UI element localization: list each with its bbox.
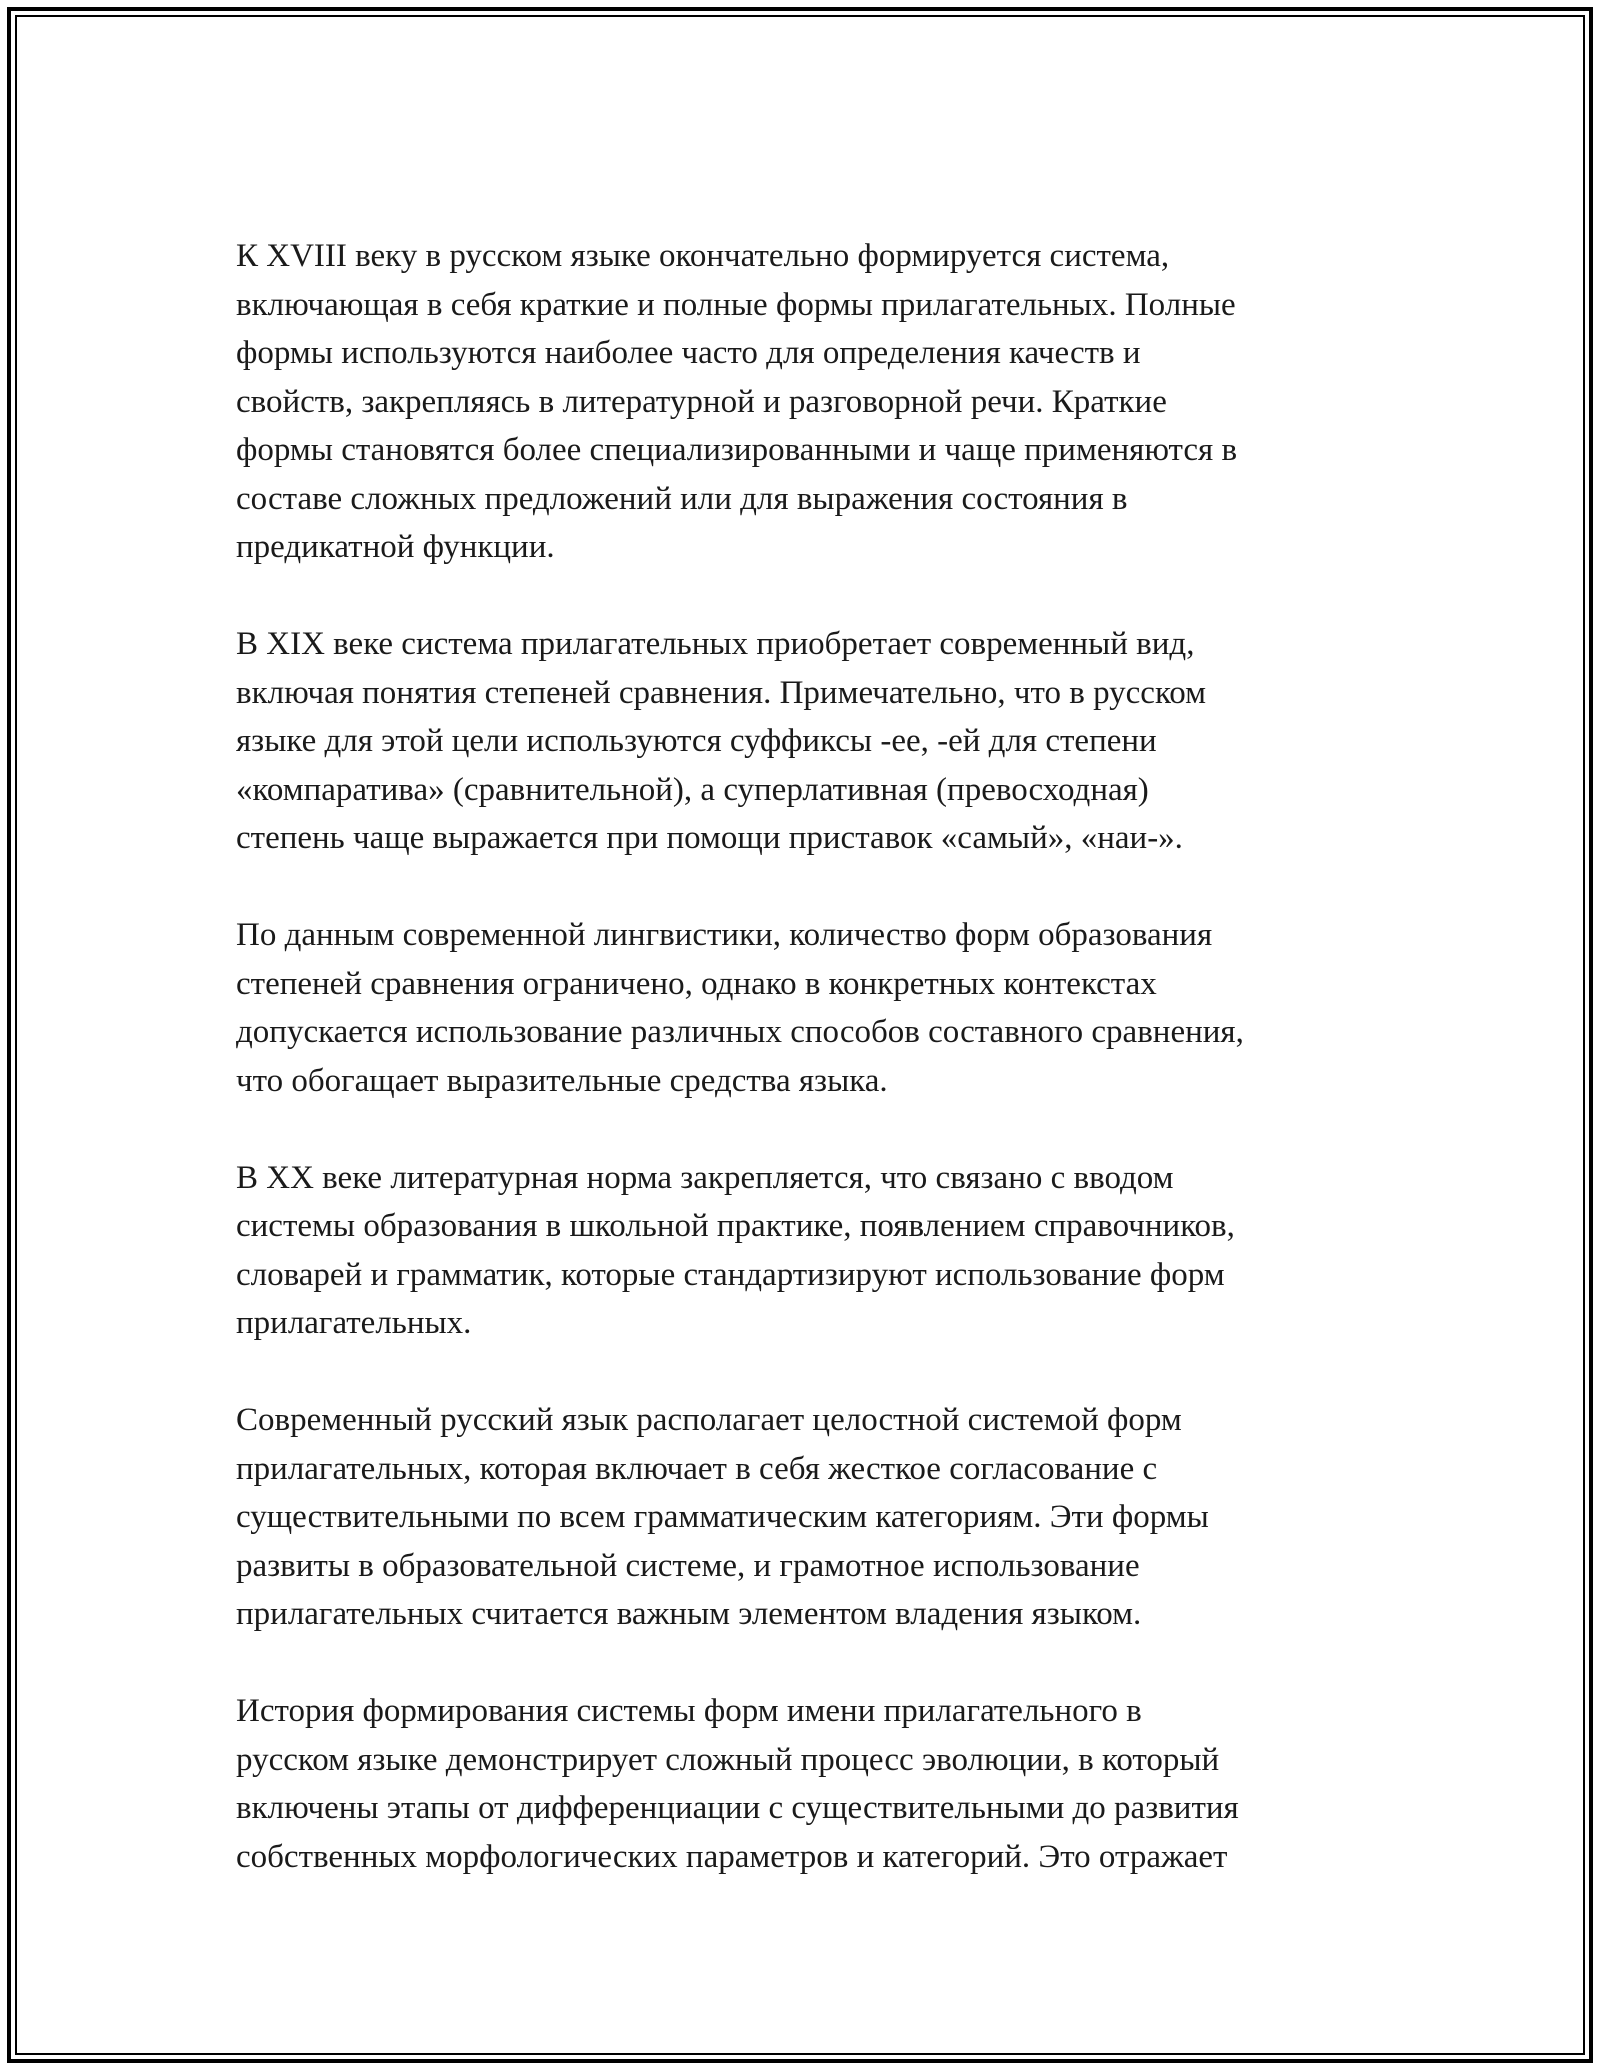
- text-line: русском языке демонстрирует сложный процесс эволюции, в который: [236, 1741, 1220, 1778]
- paragraph-6: [236, 1687, 1386, 1881]
- text-line: предикатной функции.: [236, 529, 555, 565]
- text-line: прилагательных.: [236, 1305, 472, 1341]
- text-line: языке для этой цели используются суффиксы -ее, -ей для степени: [236, 723, 1157, 759]
- text-line: что обогащает выразительные средства языка.: [236, 1062, 888, 1099]
- text-line: составе сложных предложений или для выражения состояния в: [236, 480, 1128, 517]
- text-line: словарей и грамматик, которые стандартизируют использование форм: [236, 1256, 1225, 1293]
- text-line: развиты в образовательной системе, и грамотное использование: [236, 1547, 1140, 1584]
- text-line: степеней сравнения ограничено, однако в конкретных контекстах: [236, 965, 1157, 1002]
- text-line: степень чаще выражается при помощи приставок «самый», «наи-».: [236, 820, 1183, 856]
- text-line: включающая в себя краткие и полные формы прилагательных. Полные: [236, 286, 1236, 323]
- text-line: формы используются наиболее часто для определения качеств и: [236, 335, 1141, 371]
- text-line: В XX веке литературная норма закрепляется, что связано с вводом: [236, 1159, 1174, 1196]
- text-line: В XIX веке система прилагательных приобретает современный вид,: [236, 626, 1195, 662]
- text-line: формы становятся более специализированными и чаще применяются в: [236, 432, 1238, 468]
- paragraph-5: [236, 1396, 1386, 1639]
- text-line: «компаратива» (сравнительной), а суперлативная (превосходная): [236, 771, 1149, 808]
- text-line: допускается использование различных способов составного сравнения,: [236, 1014, 1244, 1050]
- text-line: Современный русский язык располагает целостной системой форм: [236, 1402, 1182, 1438]
- paragraph-2: [236, 620, 1386, 863]
- text-line: История формирования системы форм имени прилагательного в: [236, 1693, 1142, 1729]
- text-line: прилагательных считается важным элементом владения языком.: [236, 1596, 1142, 1632]
- text-line: свойств, закрепляясь в литературной и разговорной речи. Краткие: [236, 383, 1167, 420]
- text-line: По данным современной лингвистики, количество форм образования: [236, 917, 1213, 953]
- text-line: включены этапы от дифференциации с существительными до развития: [236, 1790, 1239, 1826]
- paragraph-1: [236, 232, 1386, 572]
- text-line: К XVIII веку в русском языке окончательно формируется система,: [236, 238, 1170, 274]
- text-line: собственных морфологических параметров и категорий. Это отражает: [236, 1838, 1228, 1875]
- text-line: включая понятия степеней сравнения. Примечательно, что в русском: [236, 674, 1207, 711]
- paragraph-3: [236, 911, 1386, 1105]
- paragraph-4: [236, 1154, 1386, 1348]
- text-line: системы образования в школьной практике, появлением справочников,: [236, 1208, 1235, 1244]
- document-body: [236, 232, 1386, 1930]
- text-line: существительными по всем грамматическим категориям. Эти формы: [236, 1499, 1209, 1535]
- text-line: прилагательных, которая включает в себя жесткое согласование с: [236, 1450, 1158, 1487]
